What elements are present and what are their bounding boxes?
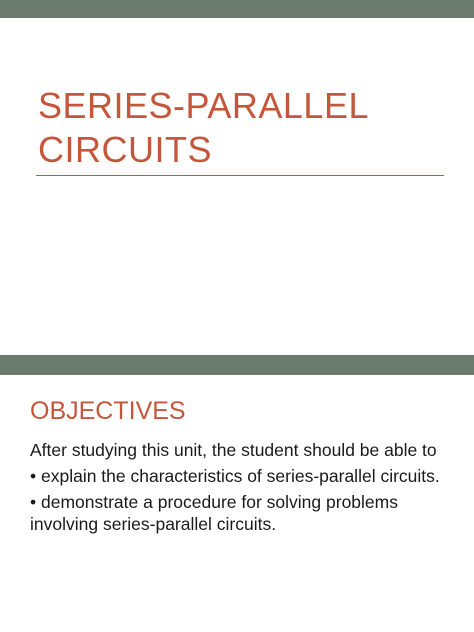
slide-divider-bar <box>0 355 474 375</box>
objective-item-procedure: • demonstrate a procedure for solving problems involving series-parallel circuits. <box>30 492 398 534</box>
slide-title-line-1: SERIES-PARALLEL <box>38 85 369 126</box>
objectives-heading: OBJECTIVES <box>30 397 186 425</box>
objectives-slide <box>0 355 474 632</box>
objective-item-characteristics: • explain the characteristics of series-parallel circuits. <box>30 466 440 486</box>
objectives-body <box>30 439 455 539</box>
top-accent-bar <box>0 0 474 18</box>
slide-title-line-2: CIRCUITS <box>38 129 212 170</box>
title-underline <box>36 175 444 176</box>
slide-title <box>38 84 448 172</box>
objectives-intro: After studying this unit, the student should be able to <box>30 440 437 460</box>
